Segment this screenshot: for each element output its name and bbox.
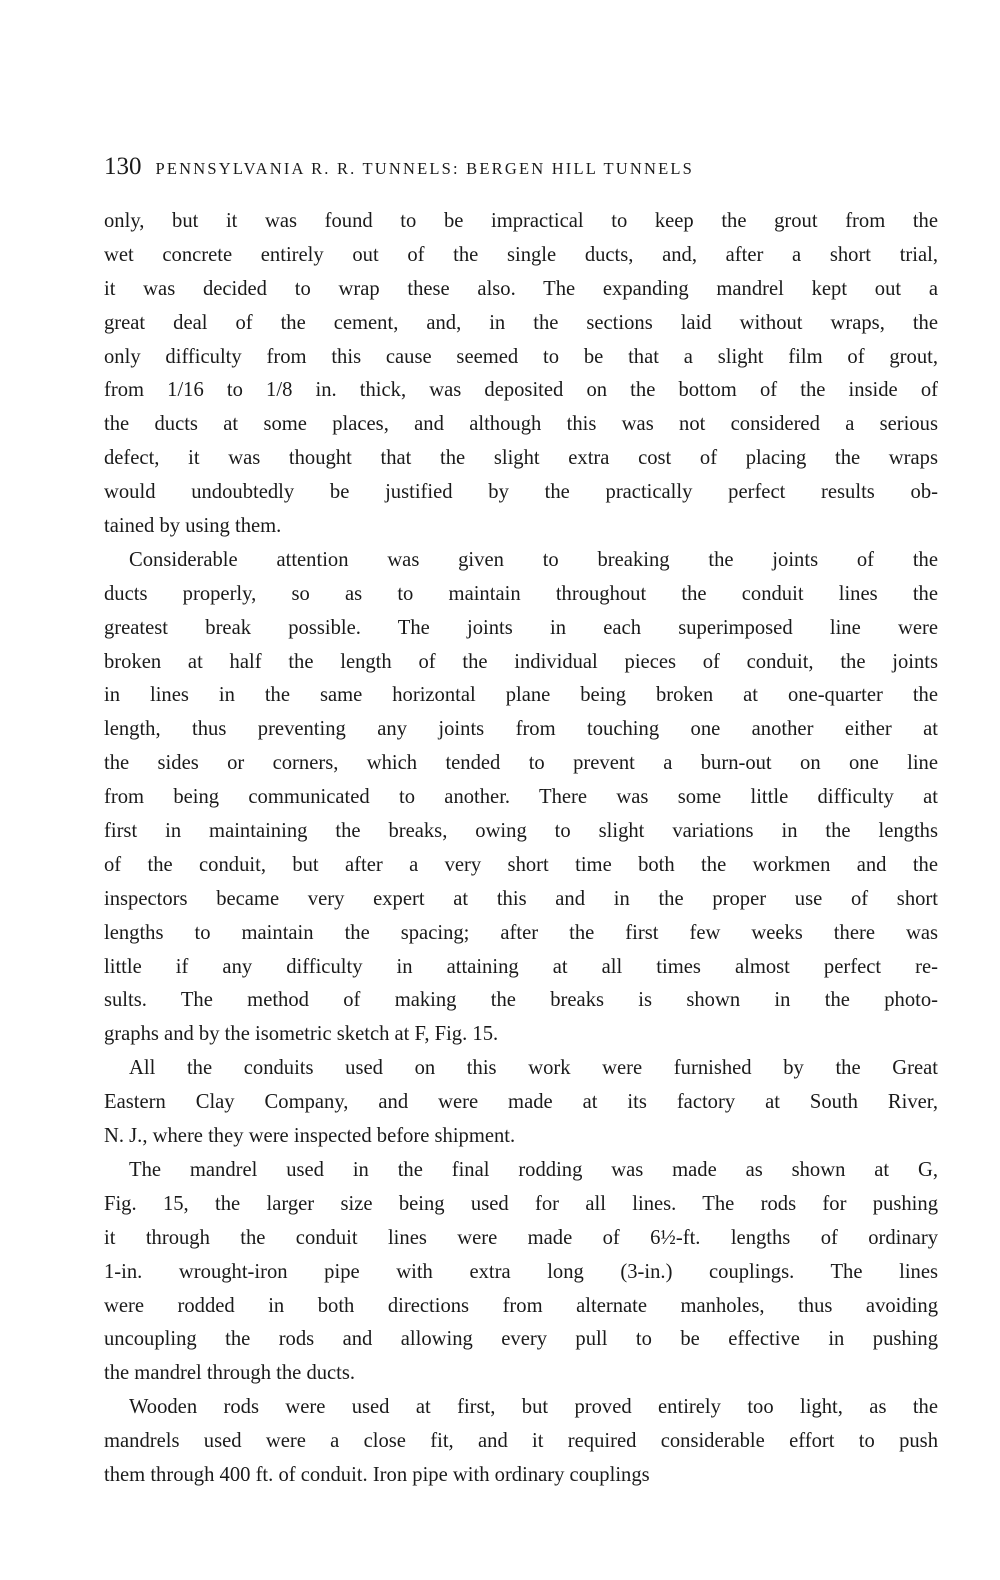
text-line: them through 400 ft. of conduit. Iron pipe with ordinary couplings [104, 1463, 650, 1486]
text-line: from being communicated to another. There was some little difficulty at [104, 786, 938, 809]
text-line: Wooden rods were used at first, but proved entirely too light, as the [129, 1396, 938, 1419]
text-line: N. J., where they were inspected before shipment. [104, 1125, 516, 1148]
text-line: were rodded in both directions from alternate manholes, thus avoiding [104, 1294, 938, 1317]
text-line: sults. The method of making the breaks is shown in the photo- [104, 989, 938, 1012]
text-line: only difficulty from this cause seemed to be that a slight film of grout, [104, 345, 938, 368]
text-line: the mandrel through the ducts. [104, 1362, 356, 1385]
text-line: of the conduit, but after a very short time both the workmen and the [104, 853, 938, 876]
text-line: tained by using them. [104, 515, 282, 538]
running-header [104, 153, 944, 183]
body-text [104, 205, 938, 1493]
text-line: All the conduits used on this work were furnished by the Great [129, 1057, 938, 1080]
text-line: it through the conduit lines were made of 6½-ft. lengths of ordinary [104, 1226, 938, 1249]
text-line: 1-in. wrought-iron pipe with extra long (3-in.) couplings. The lines [104, 1260, 938, 1283]
paragraph [104, 1391, 938, 1493]
text-line: graphs and by the isometric sketch at F, Fig. 15. [104, 1023, 499, 1046]
text-line: the sides or corners, which tended to prevent a burn-out on one line [104, 752, 938, 775]
text-line: Fig. 15, the larger size being used for all lines. The rods for pushing [104, 1192, 938, 1215]
text-line: greatest break possible. The joints in each superimposed line were [104, 616, 938, 639]
text-line: in lines in the same horizontal plane being broken at one-quarter the [104, 684, 938, 707]
text-line: length, thus preventing any joints from touching one another either at [104, 718, 938, 741]
text-line: ducts properly, so as to maintain throughout the conduit lines the [104, 582, 938, 605]
paragraph [104, 205, 938, 544]
running-title: PENNSYLVANIA R. R. TUNNELS: BERGEN HILL TUNNELS [155, 159, 695, 178]
text-line: little if any difficulty in attaining at all times almost perfect re- [104, 955, 938, 978]
text-line: only, but it was found to be impractical to keep the grout from the [104, 210, 938, 232]
text-line: first in maintaining the breaks, owing to slight variations in the lengths [104, 820, 938, 843]
text-line: wet concrete entirely out of the single ducts, and, after a short trial, [104, 243, 938, 266]
text-line: broken at half the length of the individual pieces of conduit, the joints [104, 650, 938, 673]
text-line: Considerable attention was given to breaking the joints of the [129, 548, 938, 571]
paragraph [104, 544, 938, 1052]
paragraph [104, 1154, 938, 1391]
page-number: 130 [104, 153, 142, 180]
text-line: mandrels used were a close fit, and it required considerable effort to push [104, 1430, 938, 1453]
text-line: uncoupling the rods and allowing every pull to be effective in pushing [104, 1328, 938, 1351]
paragraph [104, 1052, 938, 1154]
text-line: great deal of the cement, and, in the sections laid without wraps, the [104, 311, 938, 334]
text-line: it was decided to wrap these also. The expanding mandrel kept out a [104, 277, 938, 300]
text-line: lengths to maintain the spacing; after the first few weeks there was [104, 921, 938, 944]
text-line: the ducts at some places, and although this was not considered a serious [104, 413, 938, 436]
text-line: would undoubtedly be justified by the practically perfect results ob- [104, 481, 938, 504]
text-line: inspectors became very expert at this and in the proper use of short [104, 887, 938, 910]
text-line: from 1/16 to 1/8 in. thick, was deposited on the bottom of the inside of [104, 379, 938, 402]
text-line: defect, it was thought that the slight extra cost of placing the wraps [104, 447, 938, 470]
text-line: Eastern Clay Company, and were made at its factory at South River, [104, 1091, 938, 1114]
text-line: The mandrel used in the final rodding was made as shown at G, [129, 1158, 938, 1181]
